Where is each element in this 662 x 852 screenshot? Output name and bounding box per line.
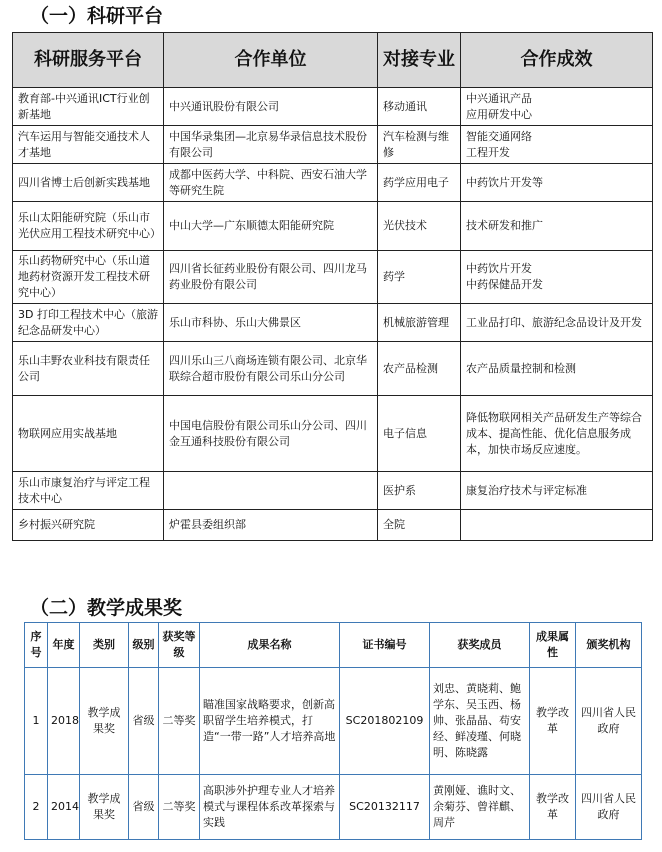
table-cell: 3D 打印工程技术中心（旅游纪念品研发中心） <box>13 304 164 342</box>
table-cell: 汽车运用与智能交通技术人才基地 <box>13 126 164 164</box>
column-header: 科研服务平台 <box>13 33 164 88</box>
table-header-row <box>25 623 642 668</box>
teaching-awards-table <box>24 622 642 840</box>
table-cell: 省级 <box>129 668 159 775</box>
table-cell: 二等奖 <box>159 775 200 840</box>
table-row <box>13 472 653 510</box>
table-cell: 四川省人民政府 <box>576 775 642 840</box>
column-header: 序号 <box>25 623 48 668</box>
research-platforms-table <box>12 32 653 541</box>
table-row <box>13 88 653 126</box>
column-header: 对接专业 <box>378 33 461 88</box>
column-header: 获奖成员 <box>430 623 530 668</box>
table-cell: 2018 <box>48 668 80 775</box>
column-header: 获奖等级 <box>159 623 200 668</box>
table-row <box>13 510 653 541</box>
table-cell: 中山大学—广东顺德太阳能研究院 <box>164 202 378 251</box>
table-cell: 四川省人民政府 <box>576 668 642 775</box>
table-cell: SC20132117 <box>340 775 430 840</box>
column-header: 年度 <box>48 623 80 668</box>
table-cell: 药学 <box>378 251 461 304</box>
table-cell: 药学应用电子 <box>378 164 461 202</box>
table-cell <box>164 472 378 510</box>
table-cell: 1 <box>25 668 48 775</box>
table-cell: 2 <box>25 775 48 840</box>
table-cell: 农产品质量控制和检测 <box>461 342 653 396</box>
column-header: 级别 <box>129 623 159 668</box>
table-row <box>13 202 653 251</box>
table-cell: 康复治疗技术与评定标准 <box>461 472 653 510</box>
table-cell: 机械旅游管理 <box>378 304 461 342</box>
table-cell: 医护系 <box>378 472 461 510</box>
table-cell: 炉霍县委组织部 <box>164 510 378 541</box>
column-header: 颁奖机构 <box>576 623 642 668</box>
table-cell: 智能交通网络 工程开发 <box>461 126 653 164</box>
table-cell: 乡村振兴研究院 <box>13 510 164 541</box>
table-cell: 中药饮片开发 中药保健品开发 <box>461 251 653 304</box>
table-cell: 技术研发和推广 <box>461 202 653 251</box>
table-cell: 高职涉外护理专业人才培养模式与课程体系改革探索与实践 <box>200 775 340 840</box>
table-cell: 瞄准国家战略要求，创新高职留学生培养模式，打造“一带一路”人才培养高地 <box>200 668 340 775</box>
table-cell: 全院 <box>378 510 461 541</box>
table-cell: 教育部-中兴通讯ICT行业创新基地 <box>13 88 164 126</box>
table-row <box>13 304 653 342</box>
table-cell: 电子信息 <box>378 396 461 472</box>
table-cell: 四川省博士后创新实践基地 <box>13 164 164 202</box>
table-cell: 乐山药物研究中心（乐山道地药材资源开发工程技术研究中心） <box>13 251 164 304</box>
table-cell: 成都中医药大学、中科院、西安石油大学等研究生院 <box>164 164 378 202</box>
table-cell: 乐山太阳能研究院（乐山市光伏应用工程技术研究中心） <box>13 202 164 251</box>
table-cell: 乐山市康复治疗与评定工程技术中心 <box>13 472 164 510</box>
table-row <box>13 164 653 202</box>
table-cell <box>461 510 653 541</box>
table-row <box>13 342 653 396</box>
column-header: 证书编号 <box>340 623 430 668</box>
column-header: 类别 <box>80 623 129 668</box>
column-header: 合作单位 <box>164 33 378 88</box>
column-header: 成果名称 <box>200 623 340 668</box>
table-cell: 汽车检测与维修 <box>378 126 461 164</box>
table-cell: 工业品打印、旅游纪念品设计及开发 <box>461 304 653 342</box>
table-cell: 教学改革 <box>530 775 576 840</box>
table-cell: 乐山丰野农业科技有限责任公司 <box>13 342 164 396</box>
table-row <box>25 775 642 840</box>
section-heading-research-platforms: （一）科研平台 <box>30 5 164 27</box>
table-row <box>25 668 642 775</box>
table-cell: 教学成果奖 <box>80 775 129 840</box>
table-cell: 教学成果奖 <box>80 668 129 775</box>
table-cell: 乐山市科协、乐山大佛景区 <box>164 304 378 342</box>
section-heading-teaching-awards: （二）教学成果奖 <box>30 597 183 619</box>
table-cell: SC201802109 <box>340 668 430 775</box>
table-cell: 中药饮片开发等 <box>461 164 653 202</box>
table-cell: 降低物联网相关产品研发生产等综合成本、提高性能、优化信息服务成本，加快市场反应速度。 <box>461 396 653 472</box>
table-cell: 光伏技术 <box>378 202 461 251</box>
table-row <box>13 251 653 304</box>
table-cell: 2014 <box>48 775 80 840</box>
table-cell: 中兴通讯产品 应用研发中心 <box>461 88 653 126</box>
table-row <box>13 126 653 164</box>
table-cell: 黄刚娅、谯时文、余菊芬、曾祥麒、周芹 <box>430 775 530 840</box>
table-row <box>13 396 653 472</box>
table-cell: 教学改革 <box>530 668 576 775</box>
table-header-row <box>13 33 653 88</box>
table-cell: 省级 <box>129 775 159 840</box>
table-cell: 二等奖 <box>159 668 200 775</box>
table-cell: 中兴通讯股份有限公司 <box>164 88 378 126</box>
table-cell: 四川乐山三八商场连锁有限公司、北京华联综合超市股份有限公司乐山分公司 <box>164 342 378 396</box>
table-cell: 农产品检测 <box>378 342 461 396</box>
table-cell: 中国电信股份有限公司乐山分公司、四川金互通科技股份有限公司 <box>164 396 378 472</box>
table-cell: 四川省长征药业股份有限公司、四川龙马药业股份有限公司 <box>164 251 378 304</box>
table-cell: 刘忠、黄晓莉、鲍学东、吴玉西、杨帅、张晶晶、苟安经、鲜凌瑾、何晓明、陈晓露 <box>430 668 530 775</box>
table-cell: 中国华录集团—北京易华录信息技术股份有限公司 <box>164 126 378 164</box>
column-header: 合作成效 <box>461 33 653 88</box>
table-cell: 移动通讯 <box>378 88 461 126</box>
table-cell: 物联网应用实战基地 <box>13 396 164 472</box>
column-header: 成果属性 <box>530 623 576 668</box>
